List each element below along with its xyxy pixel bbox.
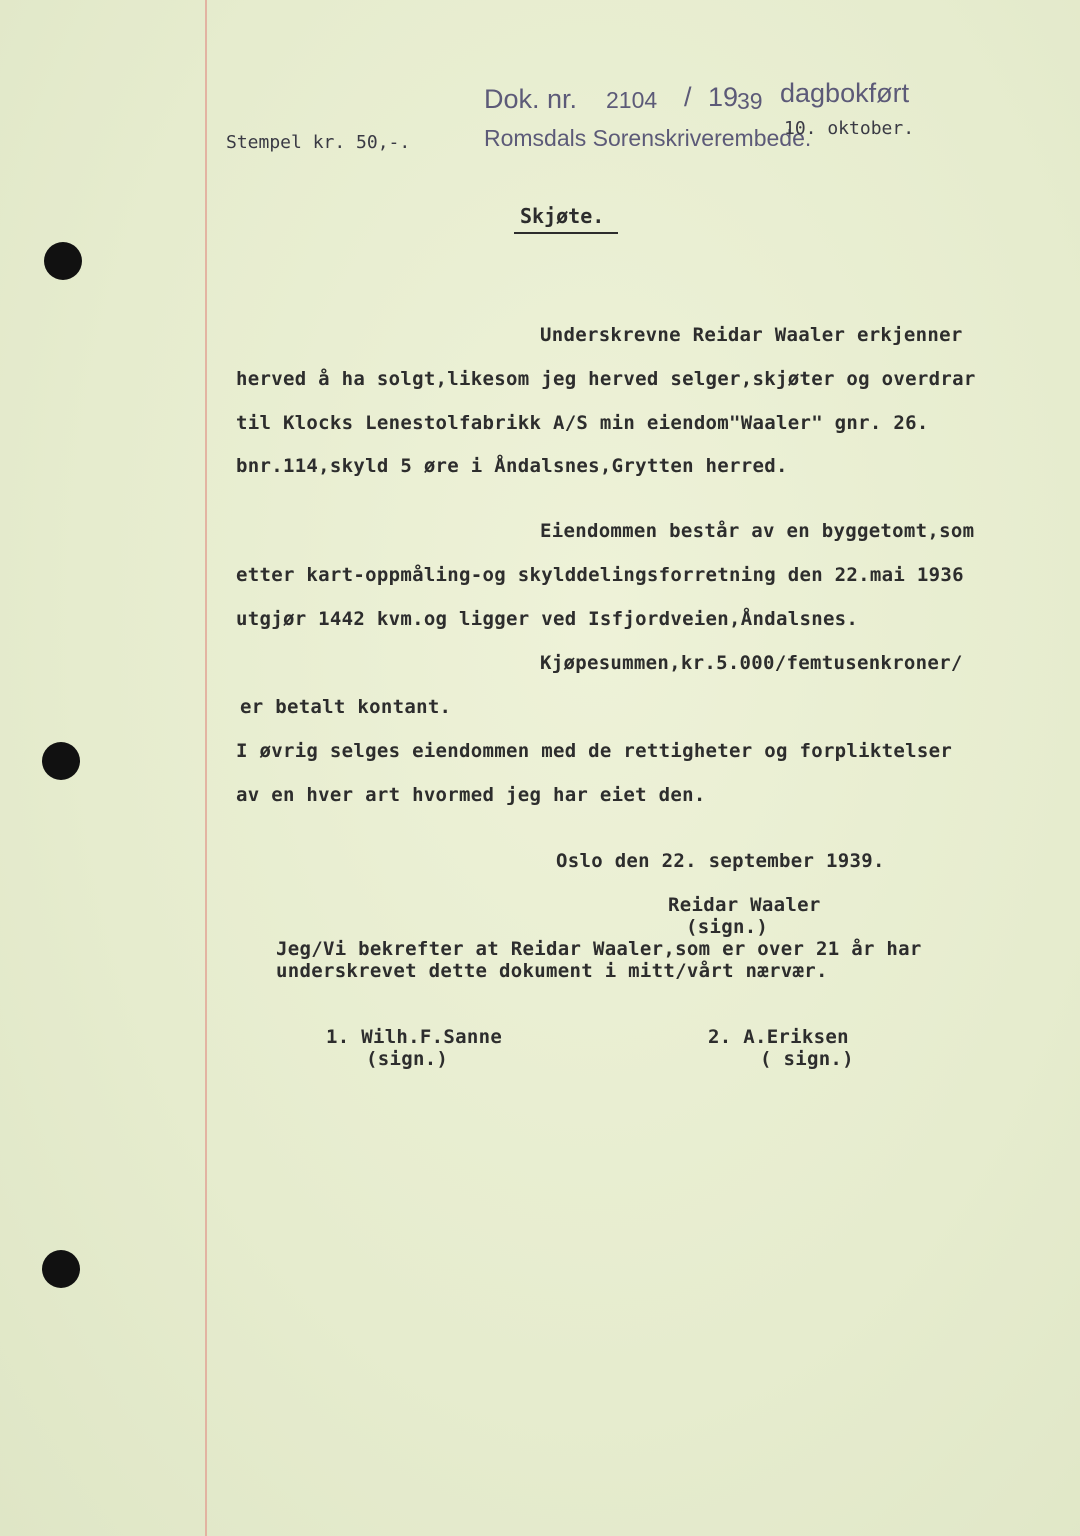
witness-2-sign: ( sign.): [760, 1048, 854, 1070]
signer-name: Reidar Waaler: [668, 894, 821, 916]
stamp-doc-number: 2104: [606, 87, 658, 113]
witness-statement: underskrevet dette dokument i mitt/vårt nærvær.: [276, 960, 828, 982]
punch-hole-top: [44, 242, 82, 280]
witness-2-name: 2. A.Eriksen: [708, 1026, 849, 1048]
punch-hole-bottom: [42, 1250, 80, 1288]
body-line: Eiendommen består av en byggetomt,som: [540, 520, 975, 542]
stamp-dagbokfort: dagbokført: [780, 78, 910, 108]
registration-date: 10. oktober.: [784, 118, 915, 139]
body-line: Underskrevne Reidar Waaler erkjenner: [540, 324, 963, 346]
body-line: til Klocks Lenestolfabrikk A/S min eiendom"Waaler" gnr. 26.: [236, 412, 929, 434]
body-line: etter kart-oppmåling-og skylddelingsforretning den 22.mai 1936: [236, 564, 964, 586]
stamp-year-suffix: 39: [737, 88, 763, 114]
stamp-slash: /: [684, 82, 692, 112]
punch-hole-middle: [42, 742, 80, 780]
witness-statement: Jeg/Vi bekrefter at Reidar Waaler,som er over 21 år har: [276, 938, 922, 960]
stamp-year-prefix: 19: [708, 82, 739, 112]
body-line: er betalt kontant.: [240, 696, 452, 718]
margin-rule: [205, 0, 207, 1536]
signer-sign-note: (sign.): [686, 916, 769, 938]
document-title: Skjøte.: [514, 204, 618, 234]
body-line: bnr.114,skyld 5 øre i Åndalsnes,Grytten herred.: [236, 455, 788, 477]
body-line: I øvrig selges eiendommen med de rettigheter og forpliktelser: [236, 740, 953, 762]
witness-1-sign: (sign.): [366, 1048, 449, 1070]
body-line: herved å ha solgt,likesom jeg herved selger,skjøter og overdrar: [236, 368, 976, 390]
witness-1-name: 1. Wilh.F.Sanne: [326, 1026, 503, 1048]
court-office: Romsdals Sorenskriverembede.: [484, 125, 812, 151]
body-line: utgjør 1442 kvm.og ligger ved Isfjordveien,Åndalsnes.: [236, 608, 859, 630]
stempel-fee: Stempel kr. 50,-.: [226, 132, 411, 153]
body-line: av en hver art hvormed jeg har eiet den.: [236, 784, 706, 806]
place-date: Oslo den 22. september 1939.: [556, 850, 885, 872]
stamp-dok-label: Dok. nr.: [484, 84, 578, 114]
body-line: Kjøpesummen,kr.5.000/femtusenkroner/: [540, 652, 963, 674]
